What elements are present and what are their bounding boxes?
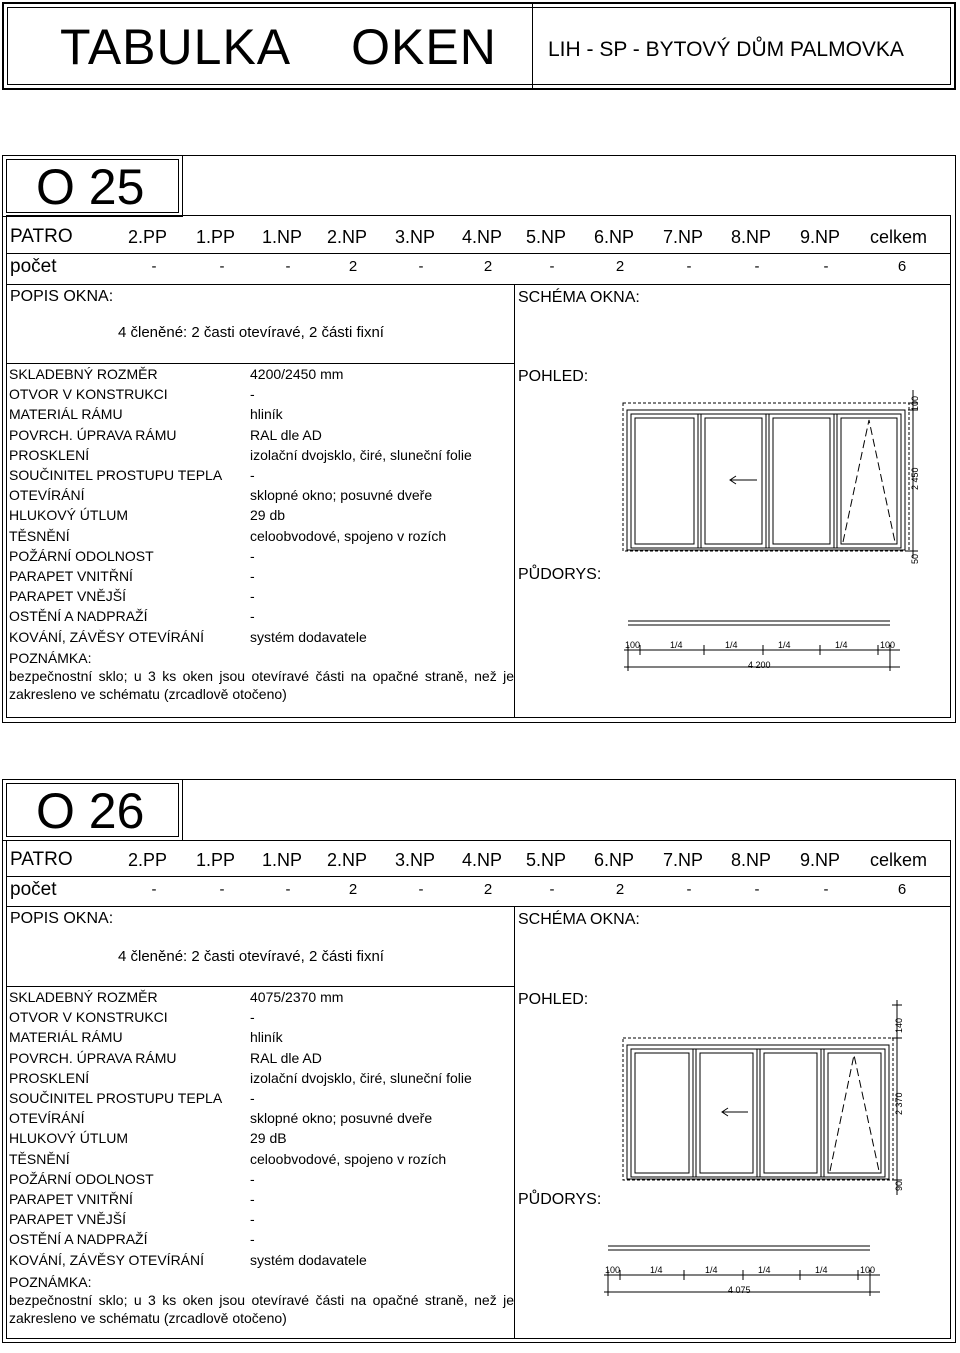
pudorys-label: PŮDORYS:	[518, 566, 602, 583]
spec-value: 4200/2450 mm	[250, 366, 344, 382]
floor-count: 6	[897, 258, 907, 275]
spec-value: 4075/2370 mm	[250, 989, 344, 1005]
spec-label: SOUČINITEL PROSTUPU TEPLA	[9, 467, 223, 483]
note-label: POZNÁMKA:	[9, 1274, 92, 1290]
pohled-label: POHLED:	[518, 368, 589, 385]
plan-pane-dim: 1/4	[650, 1265, 663, 1275]
floor-count: 6	[897, 881, 907, 898]
floor-header: 4.NP	[462, 227, 503, 247]
plan-pane-dim: 1/4	[835, 640, 848, 650]
spec-label: POŽÁRNÍ ODOLNOST	[9, 547, 154, 564]
elevation-bottom-dim: 50	[910, 553, 920, 564]
spec-label: HLUKOVÝ ÚTLUM	[9, 507, 129, 524]
spec-label: OSTĚNÍ A NADPRAŽÍ	[9, 608, 148, 625]
spec-label: TĚSNĚNÍ	[9, 1150, 70, 1167]
spec-value: sklopné okno; posuvné dveře	[250, 487, 433, 504]
spec-label: PARAPET VNITŘNÍ	[9, 1191, 133, 1207]
count-label: počet	[10, 879, 57, 900]
popis-label: POPIS OKNA:	[10, 288, 114, 305]
note-text: bezpečnostní sklo; u 3 ks oken jsou otevíravé části na opačné straně, než je zakresleno ve schématu (zrcadlově otočeno)	[9, 1292, 514, 1326]
spec-value: -	[250, 1211, 255, 1228]
elevation-height-dim: 2 370	[894, 1092, 904, 1115]
spec-value: -	[250, 1170, 255, 1187]
floor-header: 1.NP	[262, 850, 303, 870]
floor-header: 4.NP	[462, 850, 503, 870]
window-description: 4 členěné: 2 časti otevíravé, 2 části fixní	[118, 948, 384, 965]
plan-right-dim: 100	[880, 640, 896, 650]
floor-header: 2.NP	[327, 227, 368, 247]
note-label: POZNÁMKA:	[9, 650, 92, 666]
spec-label: PARAPET VNITŘNÍ	[9, 568, 133, 584]
floor-count: -	[418, 258, 424, 275]
plan-pane-dim: 1/4	[778, 640, 791, 650]
spec-value: -	[250, 1231, 255, 1248]
spec-label: SKLADEBNÝ ROZMĚR	[9, 366, 158, 382]
floor-count: -	[686, 258, 692, 275]
floor-count: -	[219, 881, 225, 898]
spec-value: -	[250, 608, 255, 625]
spec-value: -	[250, 568, 255, 584]
patro-label: PATRO	[10, 849, 73, 870]
spec-value: 29 dB	[250, 1130, 287, 1147]
floor-header: celkem	[870, 227, 928, 247]
schema-label: SCHÉMA OKNA:	[518, 289, 640, 306]
floor-count: -	[823, 258, 829, 275]
floor-header: 5.NP	[526, 850, 567, 870]
spec-value: RAL dle AD	[250, 426, 322, 443]
floor-header: 3.NP	[395, 227, 436, 247]
spec-label: POVRCH. ÚPRAVA RÁMU	[9, 426, 177, 443]
spec-value: 29 db	[250, 507, 286, 524]
plan-total-dim: 4 200	[748, 660, 771, 670]
elevation-top-dim: 140	[894, 1017, 904, 1033]
window-code: O 26	[36, 783, 145, 839]
spec-label: PARAPET VNĚJŠÍ	[9, 588, 126, 605]
window-plan-drawing	[600, 1240, 900, 1300]
spec-value: -	[250, 547, 255, 564]
document-title: TABULKA OKEN	[60, 19, 497, 75]
spec-label: KOVÁNÍ, ZÁVĚSY OTEVÍRÁNÍ	[9, 628, 205, 645]
floor-count: 2	[483, 258, 493, 275]
floor-header: 2.PP	[128, 227, 168, 247]
count-label: počet	[10, 256, 57, 277]
spec-label: OSTĚNÍ A NADPRAŽÍ	[9, 1231, 148, 1248]
floor-header: 5.NP	[526, 227, 567, 247]
spec-value: celoobvodové, spojeno v rozích	[250, 527, 447, 544]
spec-value: hliník	[250, 1029, 283, 1046]
floor-count: 2	[348, 258, 358, 275]
floor-header: 7.NP	[663, 850, 704, 870]
plan-pane-dim: 1/4	[670, 640, 683, 650]
spec-value: izolační dvojsklo, čiré, sluneční folie	[250, 1069, 472, 1086]
floor-count: -	[285, 881, 291, 898]
plan-pane-dim: 1/4	[815, 1265, 828, 1275]
spec-label: OTEVÍRÁNÍ	[9, 487, 85, 504]
floor-header: 8.NP	[731, 227, 772, 247]
spec-value: -	[250, 1009, 255, 1026]
spec-value: -	[250, 467, 255, 483]
elevation-bottom-dim: 90	[894, 1180, 904, 1191]
popis-label: POPIS OKNA:	[10, 910, 114, 927]
floor-count: -	[219, 258, 225, 275]
spec-label: OTVOR V KONSTRUKCI	[9, 1009, 168, 1026]
floor-count: -	[549, 881, 555, 898]
floor-header: 9.NP	[800, 227, 841, 247]
spec-value: systém dodavatele	[250, 1251, 367, 1268]
floor-header: 6.NP	[594, 850, 635, 870]
project-name: LIH - SP - BYTOVÝ DŮM PALMOVKA	[548, 38, 904, 61]
spec-label: PROSKLENÍ	[9, 1069, 90, 1086]
spec-label: OTEVÍRÁNÍ	[9, 1110, 85, 1127]
window-code: O 25	[36, 159, 145, 215]
spec-value: sklopné okno; posuvné dveře	[250, 1110, 433, 1127]
spec-label: SOUČINITEL PROSTUPU TEPLA	[9, 1090, 223, 1106]
plan-left-dim: 100	[605, 1265, 621, 1275]
floor-count: -	[754, 258, 760, 275]
document-header	[2, 2, 956, 90]
floor-count: 2	[483, 881, 493, 898]
floor-count: -	[754, 881, 760, 898]
spec-value: systém dodavatele	[250, 628, 367, 645]
elevation-top-dim: 100	[910, 395, 920, 411]
floor-header: 6.NP	[594, 227, 635, 247]
spec-label: HLUKOVÝ ÚTLUM	[9, 1130, 129, 1147]
plan-pane-dim: 1/4	[758, 1265, 771, 1275]
floor-header: celkem	[870, 850, 928, 870]
floor-count: 2	[615, 258, 625, 275]
note-text: bezpečnostní sklo; u 3 ks oken jsou otevíravé části na opačné straně, než je zakresleno ve schématu (zrcadlově otočeno)	[9, 668, 514, 702]
floor-header: 2.PP	[128, 850, 168, 870]
spec-label: PARAPET VNĚJŠÍ	[9, 1211, 126, 1228]
pohled-label: POHLED:	[518, 991, 589, 1008]
spec-value: celoobvodové, spojeno v rozích	[250, 1150, 447, 1167]
spec-value: hliník	[250, 406, 283, 423]
floor-count: -	[549, 258, 555, 275]
window-plan-drawing	[620, 615, 920, 675]
elevation-height-dim: 2 450	[910, 467, 920, 490]
spec-label: TĚSNĚNÍ	[9, 527, 70, 544]
spec-label: MATERIÁL RÁMU	[9, 406, 123, 423]
floor-header: 1.PP	[196, 227, 236, 247]
patro-label: PATRO	[10, 226, 73, 247]
spec-value: izolační dvojsklo, čiré, sluneční folie	[250, 446, 472, 463]
floor-header: 1.NP	[262, 227, 303, 247]
plan-pane-dim: 1/4	[725, 640, 738, 650]
floor-header: 2.NP	[327, 850, 368, 870]
window-elevation-drawing	[600, 380, 930, 580]
floor-count: -	[823, 881, 829, 898]
spec-label: OTVOR V KONSTRUKCI	[9, 386, 168, 403]
floor-count: -	[151, 881, 157, 898]
schema-label: SCHÉMA OKNA:	[518, 911, 640, 928]
floor-count: -	[686, 881, 692, 898]
floor-count: -	[151, 258, 157, 275]
window-elevation-drawing	[600, 1005, 930, 1205]
spec-label: POŽÁRNÍ ODOLNOST	[9, 1170, 154, 1187]
floor-count: 2	[348, 881, 358, 898]
floor-header: 7.NP	[663, 227, 704, 247]
spec-label: POVRCH. ÚPRAVA RÁMU	[9, 1049, 177, 1066]
floor-header: 1.PP	[196, 850, 236, 870]
spec-label: KOVÁNÍ, ZÁVĚSY OTEVÍRÁNÍ	[9, 1251, 205, 1268]
spec-value: -	[250, 386, 255, 403]
spec-label: MATERIÁL RÁMU	[9, 1029, 123, 1046]
floor-count: 2	[615, 881, 625, 898]
spec-value: -	[250, 1090, 255, 1106]
plan-total-dim: 4 075	[728, 1285, 751, 1295]
plan-left-dim: 100	[625, 640, 641, 650]
floor-count: -	[418, 881, 424, 898]
spec-value: -	[250, 588, 255, 605]
floor-count: -	[285, 258, 291, 275]
floor-header: 3.NP	[395, 850, 436, 870]
spec-value: -	[250, 1191, 255, 1207]
floor-header: 9.NP	[800, 850, 841, 870]
pudorys-label: PŮDORYS:	[518, 1191, 602, 1208]
window-description: 4 členěné: 2 časti otevíravé, 2 části fixní	[118, 324, 384, 341]
spec-value: RAL dle AD	[250, 1049, 322, 1066]
plan-pane-dim: 1/4	[705, 1265, 718, 1275]
spec-label: PROSKLENÍ	[9, 446, 90, 463]
floor-header: 8.NP	[731, 850, 772, 870]
spec-label: SKLADEBNÝ ROZMĚR	[9, 989, 158, 1005]
plan-right-dim: 100	[860, 1265, 876, 1275]
